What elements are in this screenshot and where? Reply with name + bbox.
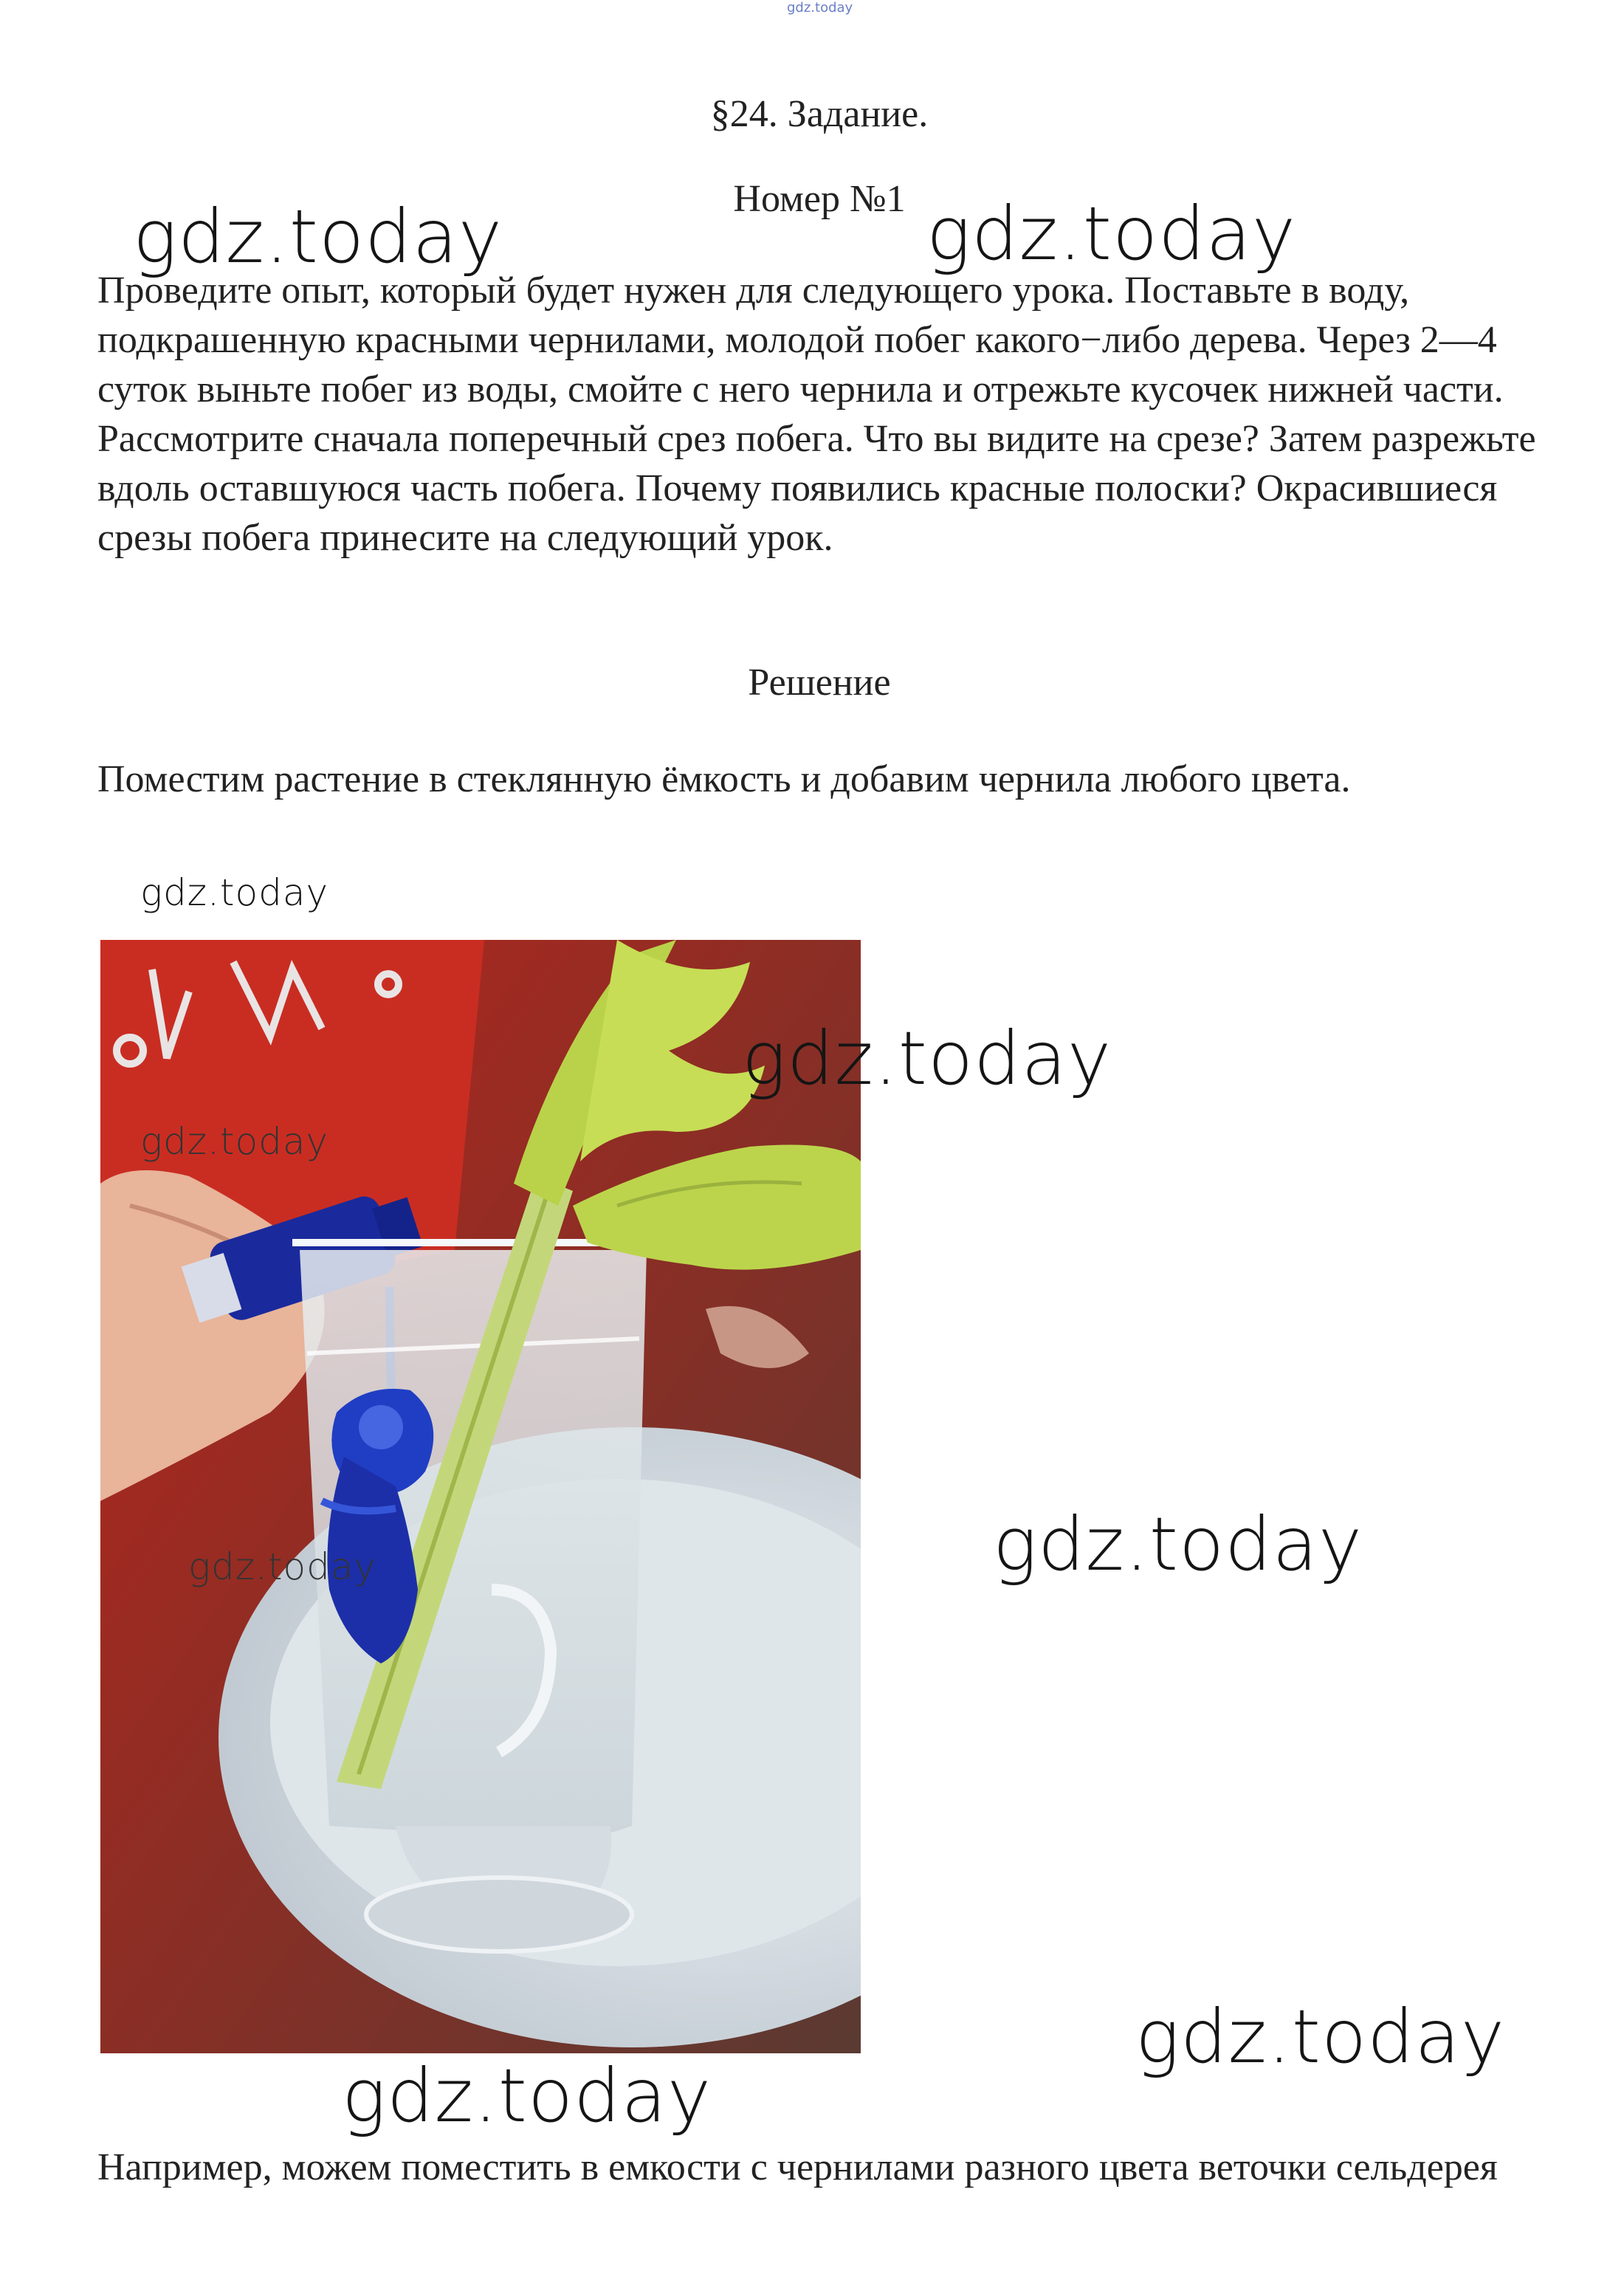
watermark: gdz.today xyxy=(140,1120,329,1163)
watermark: gdz.today xyxy=(140,871,329,914)
solution-heading: Решение xyxy=(748,662,891,704)
task-text: Проведите опыт, который будет нужен для следующего урока. Поставьте в воду, подкрашенную красными чернилами, молодой побег какого−либо дерева. Через 2—4 суток выньте побег из воды, смойте с него чернила и отрежьте кусочек нижней части. Рассмотрите сначала поперечный срез побега. Что вы видите на срезе? Затем разрежьте вдоль оставшуюся часть побега. Почему появились красные полоски? Окрасившиеся срезы побега принесите на следующий урок. xyxy=(97,269,1536,559)
watermark: gdz.today xyxy=(342,2053,712,2139)
number-label: Номер №1 xyxy=(733,178,906,220)
caption-text: Например, можем поместить в емкости с чернилами разного цвета веточки сельдерея xyxy=(97,2146,1498,2188)
page-title: §24. Задание. xyxy=(710,93,929,135)
watermark: gdz.today xyxy=(742,1015,1112,1102)
site-mark[interactable]: gdz.today xyxy=(787,0,853,16)
watermark: gdz.today xyxy=(188,1545,377,1588)
watermark: gdz.today xyxy=(993,1501,1363,1587)
watermark: gdz.today xyxy=(1135,1993,1506,2080)
solution-text: Поместим растение в стеклянную ёмкость и добавим чернила любого цвета. xyxy=(97,758,1351,800)
celery-ink-illustration xyxy=(100,940,861,2053)
celery-ink-photo xyxy=(100,940,861,2053)
watermark: gdz.today xyxy=(133,193,503,280)
watermark: gdz.today xyxy=(926,190,1297,277)
